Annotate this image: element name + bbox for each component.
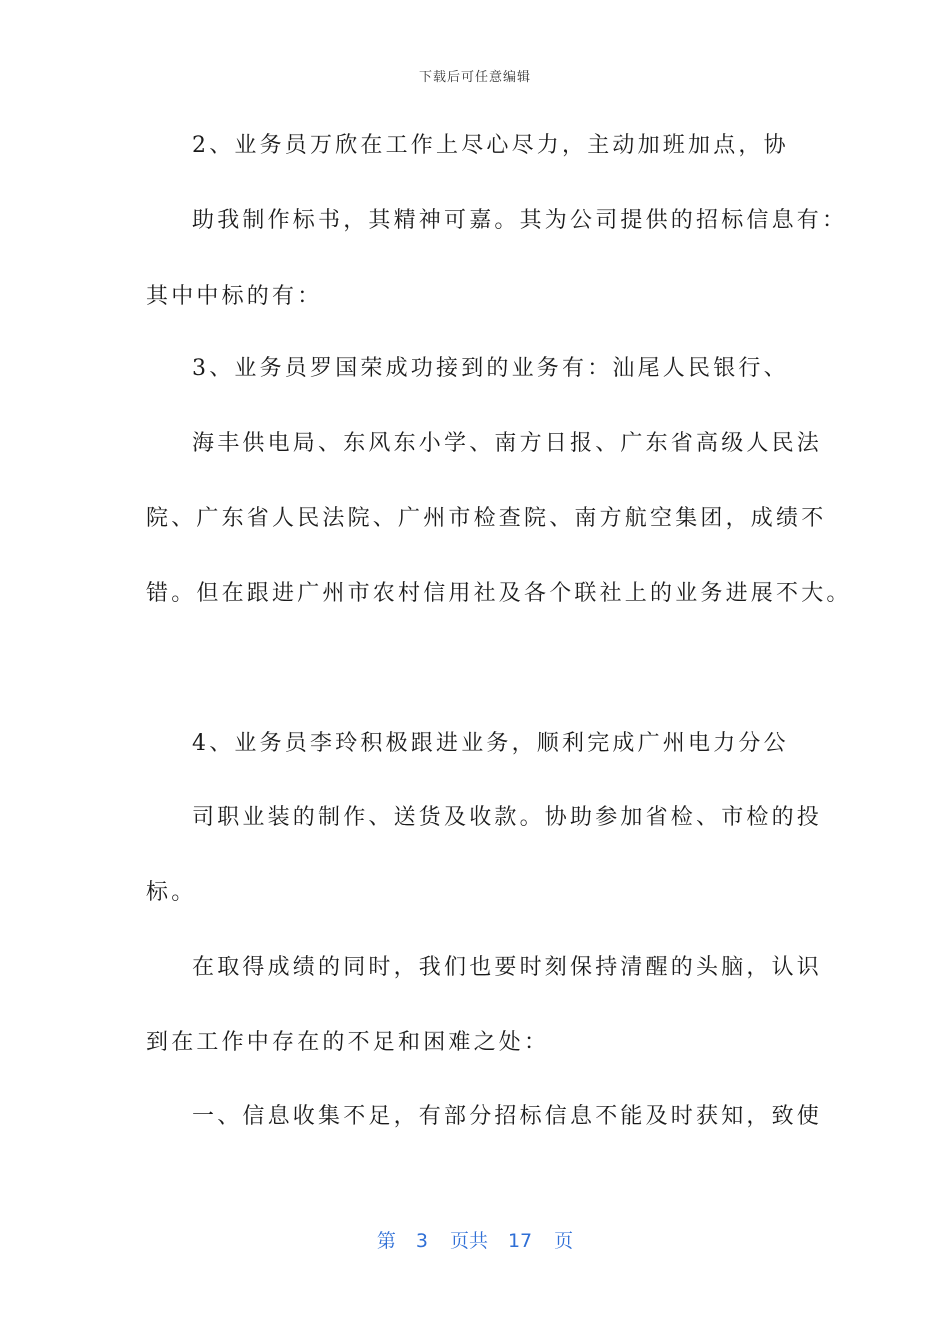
page-prefix: 第 [376,1230,396,1252]
body-line-8: 4、业务员李玲积极跟进业务，顺利完成广州电力分公 [192,731,789,756]
body-line-7: 错。但在跟进广州市农村信用社及各个联社上的业务进展不大。 [146,581,852,606]
body-line-10: 标。 [146,880,197,905]
header-note: 下载后可任意编辑 [418,70,531,85]
body-line-12: 到在工作中存在的不足和困难之处： [146,1030,550,1055]
page-suffix: 页 [554,1230,574,1252]
page-mid: 页共 [449,1230,488,1252]
body-line-5: 海丰供电局、东风东小学、南方日报、广东省高级人民法 [192,431,823,456]
body-line-3: 其中中标的有： [146,284,323,309]
body-line-11: 在取得成绩的同时，我们也要时刻保持清醒的头脑，认识 [192,955,823,980]
body-line-13: 一、信息收集不足，有部分招标信息不能及时获知，致使 [192,1104,823,1129]
body-line-9: 司职业装的制作、送货及收款。协助参加省检、市检的投 [192,805,823,830]
body-line-1: 2、业务员万欣在工作上尽心尽力，主动加班加点，协 [192,133,789,158]
total-pages: 17 [507,1230,533,1252]
page-number-footer [0,1226,950,1253]
body-line-6: 院、广东省人民法院、广州市检查院、南方航空集团，成绩不 [146,506,827,531]
body-line-2: 助我制作标书，其精神可嘉。其为公司提供的招标信息有： [192,208,848,233]
body-line-4: 3、业务员罗国荣成功接到的业务有：汕尾人民银行、 [192,356,789,381]
current-page: 3 [415,1230,428,1252]
